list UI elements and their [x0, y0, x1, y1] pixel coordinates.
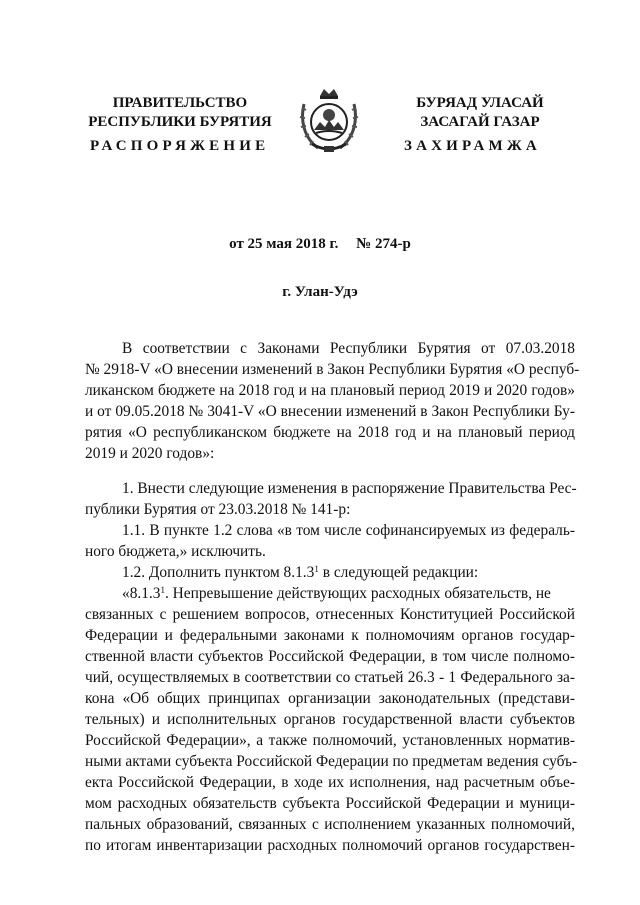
header-right — [380, 94, 580, 132]
body-line-with-superscript — [122, 562, 575, 583]
body-line: связанных с решением вопросов, отнесенных Конституцией Российской — [85, 606, 575, 623]
body-line: тельных) и исполнительных органов государственной власти субъектов — [85, 711, 575, 728]
header-right-line-2: ЗАСАГАЙ ГАЗАР — [420, 114, 540, 130]
body-line: ного бюджета,» исключить. — [85, 543, 266, 560]
body-line: рятия «О республиканском бюджете на 2018 год и на плановый период — [85, 424, 575, 441]
header-right-line-1: БУРЯАД УЛАСАЙ — [416, 95, 544, 111]
body-line: В соответствии с Законами Республики Бурятия от 07.03.2018 — [122, 340, 575, 357]
body-line: Российской Федерации», а также полномочий, установленных норматив- — [85, 732, 575, 749]
body-line: 1. Внести следующие изменения в распоряжение Правительства Рес- — [122, 480, 577, 497]
body-line: Федерации и федеральными законами к полномочиям органов государ- — [85, 627, 575, 644]
body-line: кона «Об общих принципах организации законодательных (представи- — [85, 690, 575, 707]
body-line: 2019 и 2020 годов»: — [85, 445, 215, 462]
document-date: от 25 мая 2018 г. — [229, 236, 339, 252]
doc-type-right: ЗАХИРАМЖА — [404, 138, 541, 154]
superscript: 1 — [314, 564, 319, 574]
coat-of-arms-icon — [298, 86, 360, 156]
body-line: и от 09.05.2018 № 3041-V «О внесении изменений в Закон Республики Бу- — [85, 403, 575, 420]
body-line: публики Бурятия от 23.03.2018 № 141-р: — [85, 501, 351, 518]
header-left-line-2: РЕСПУБЛИКИ БУРЯТИЯ — [88, 114, 272, 130]
body-text: . Непревышение действующих расходных обязательств, не — [164, 585, 551, 602]
body-line: чий, осуществляемых в соответствии со статьей 26.3 - 1 Федерального за- — [85, 669, 575, 686]
body-line-with-superscript — [122, 583, 575, 604]
body-line: по итогам инвентаризации расходных полномочий органов государствен- — [85, 837, 575, 854]
doc-type-left: РАСПОРЯЖЕНИЕ — [90, 138, 270, 154]
document-number: № 274-р — [356, 236, 411, 252]
body-line: пальных образований, связанных с исполнением указанных полномочий, — [85, 816, 575, 833]
city-line: г. Улан-Удэ — [282, 284, 358, 300]
body-line: мом расходных обязательств субъекта Российской Федерации и муници- — [85, 795, 575, 812]
body-line: № 2918-V «О внесении изменений в Закон Республики Бурятия «О респуб- — [85, 361, 580, 378]
header-left — [80, 94, 280, 132]
body-line: 1.1. В пункте 1.2 слова «в том числе софинансируемых из федераль- — [122, 522, 575, 539]
superscript: 1 — [160, 585, 165, 595]
header-left-line-1: ПРАВИТЕЛЬСТВО — [112, 95, 248, 111]
body-text: в следующей редакции: — [322, 564, 479, 581]
body-text: «8.1.3 — [122, 585, 161, 602]
date-line — [0, 236, 640, 253]
body-line: екта Российской Федерации, в ходе их исполнения, над расчетным объе- — [85, 774, 575, 791]
body-line: ственной власти субъектов Российской Федерации, в том числе полномо- — [85, 648, 575, 665]
body-line: ликанском бюджете на 2018 год и на плановый период 2019 и 2020 годов» — [85, 382, 575, 399]
body-text: 1.2. Дополнить пунктом 8.1.3 — [122, 564, 315, 581]
body-line: ными актами субъекта Российской Федерации по предметам ведения субъ- — [85, 753, 578, 770]
